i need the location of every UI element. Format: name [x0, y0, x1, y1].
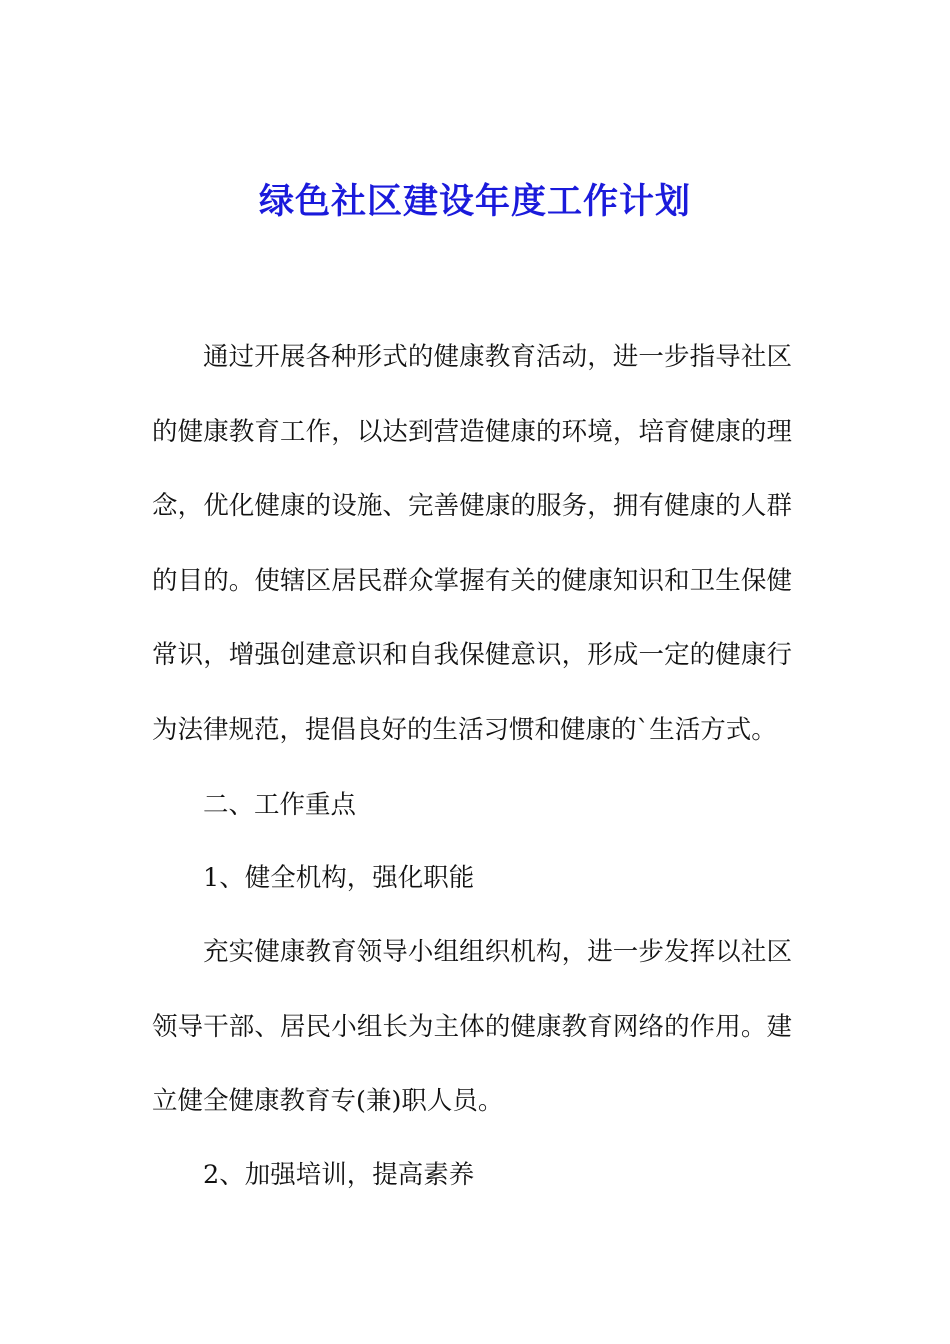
document-title: 绿色社区建设年度工作计划	[258, 181, 691, 222]
subsection-heading-1: 1、健全机构，强化职能	[203, 863, 475, 893]
paragraph-organization: 充实健康教育领导小组组织机构，进一步发挥以社区领导干部、居民小组长为主体的健康教育网络的作用。建立健全健康教育专(兼)职人员。	[152, 937, 792, 1116]
section-heading-work-focus: 二、工作重点	[203, 790, 357, 820]
subsection-heading-2: 2、加强培训，提高素养	[203, 1160, 475, 1190]
paragraph-intro: 通过开展各种形式的健康教育活动，进一步指导社区的健康教育工作，以达到营造健康的环境，培育健康的理念，优化健康的设施、完善健康的服务，拥有健康的人群的目的。使辖区居民群众掌握有关的健康知识和卫生保健常识，增强创建意识和自我保健意识，形成一定的健康行为法律规范，提倡良好的生活习惯和健康的`生活方式。	[152, 342, 792, 745]
